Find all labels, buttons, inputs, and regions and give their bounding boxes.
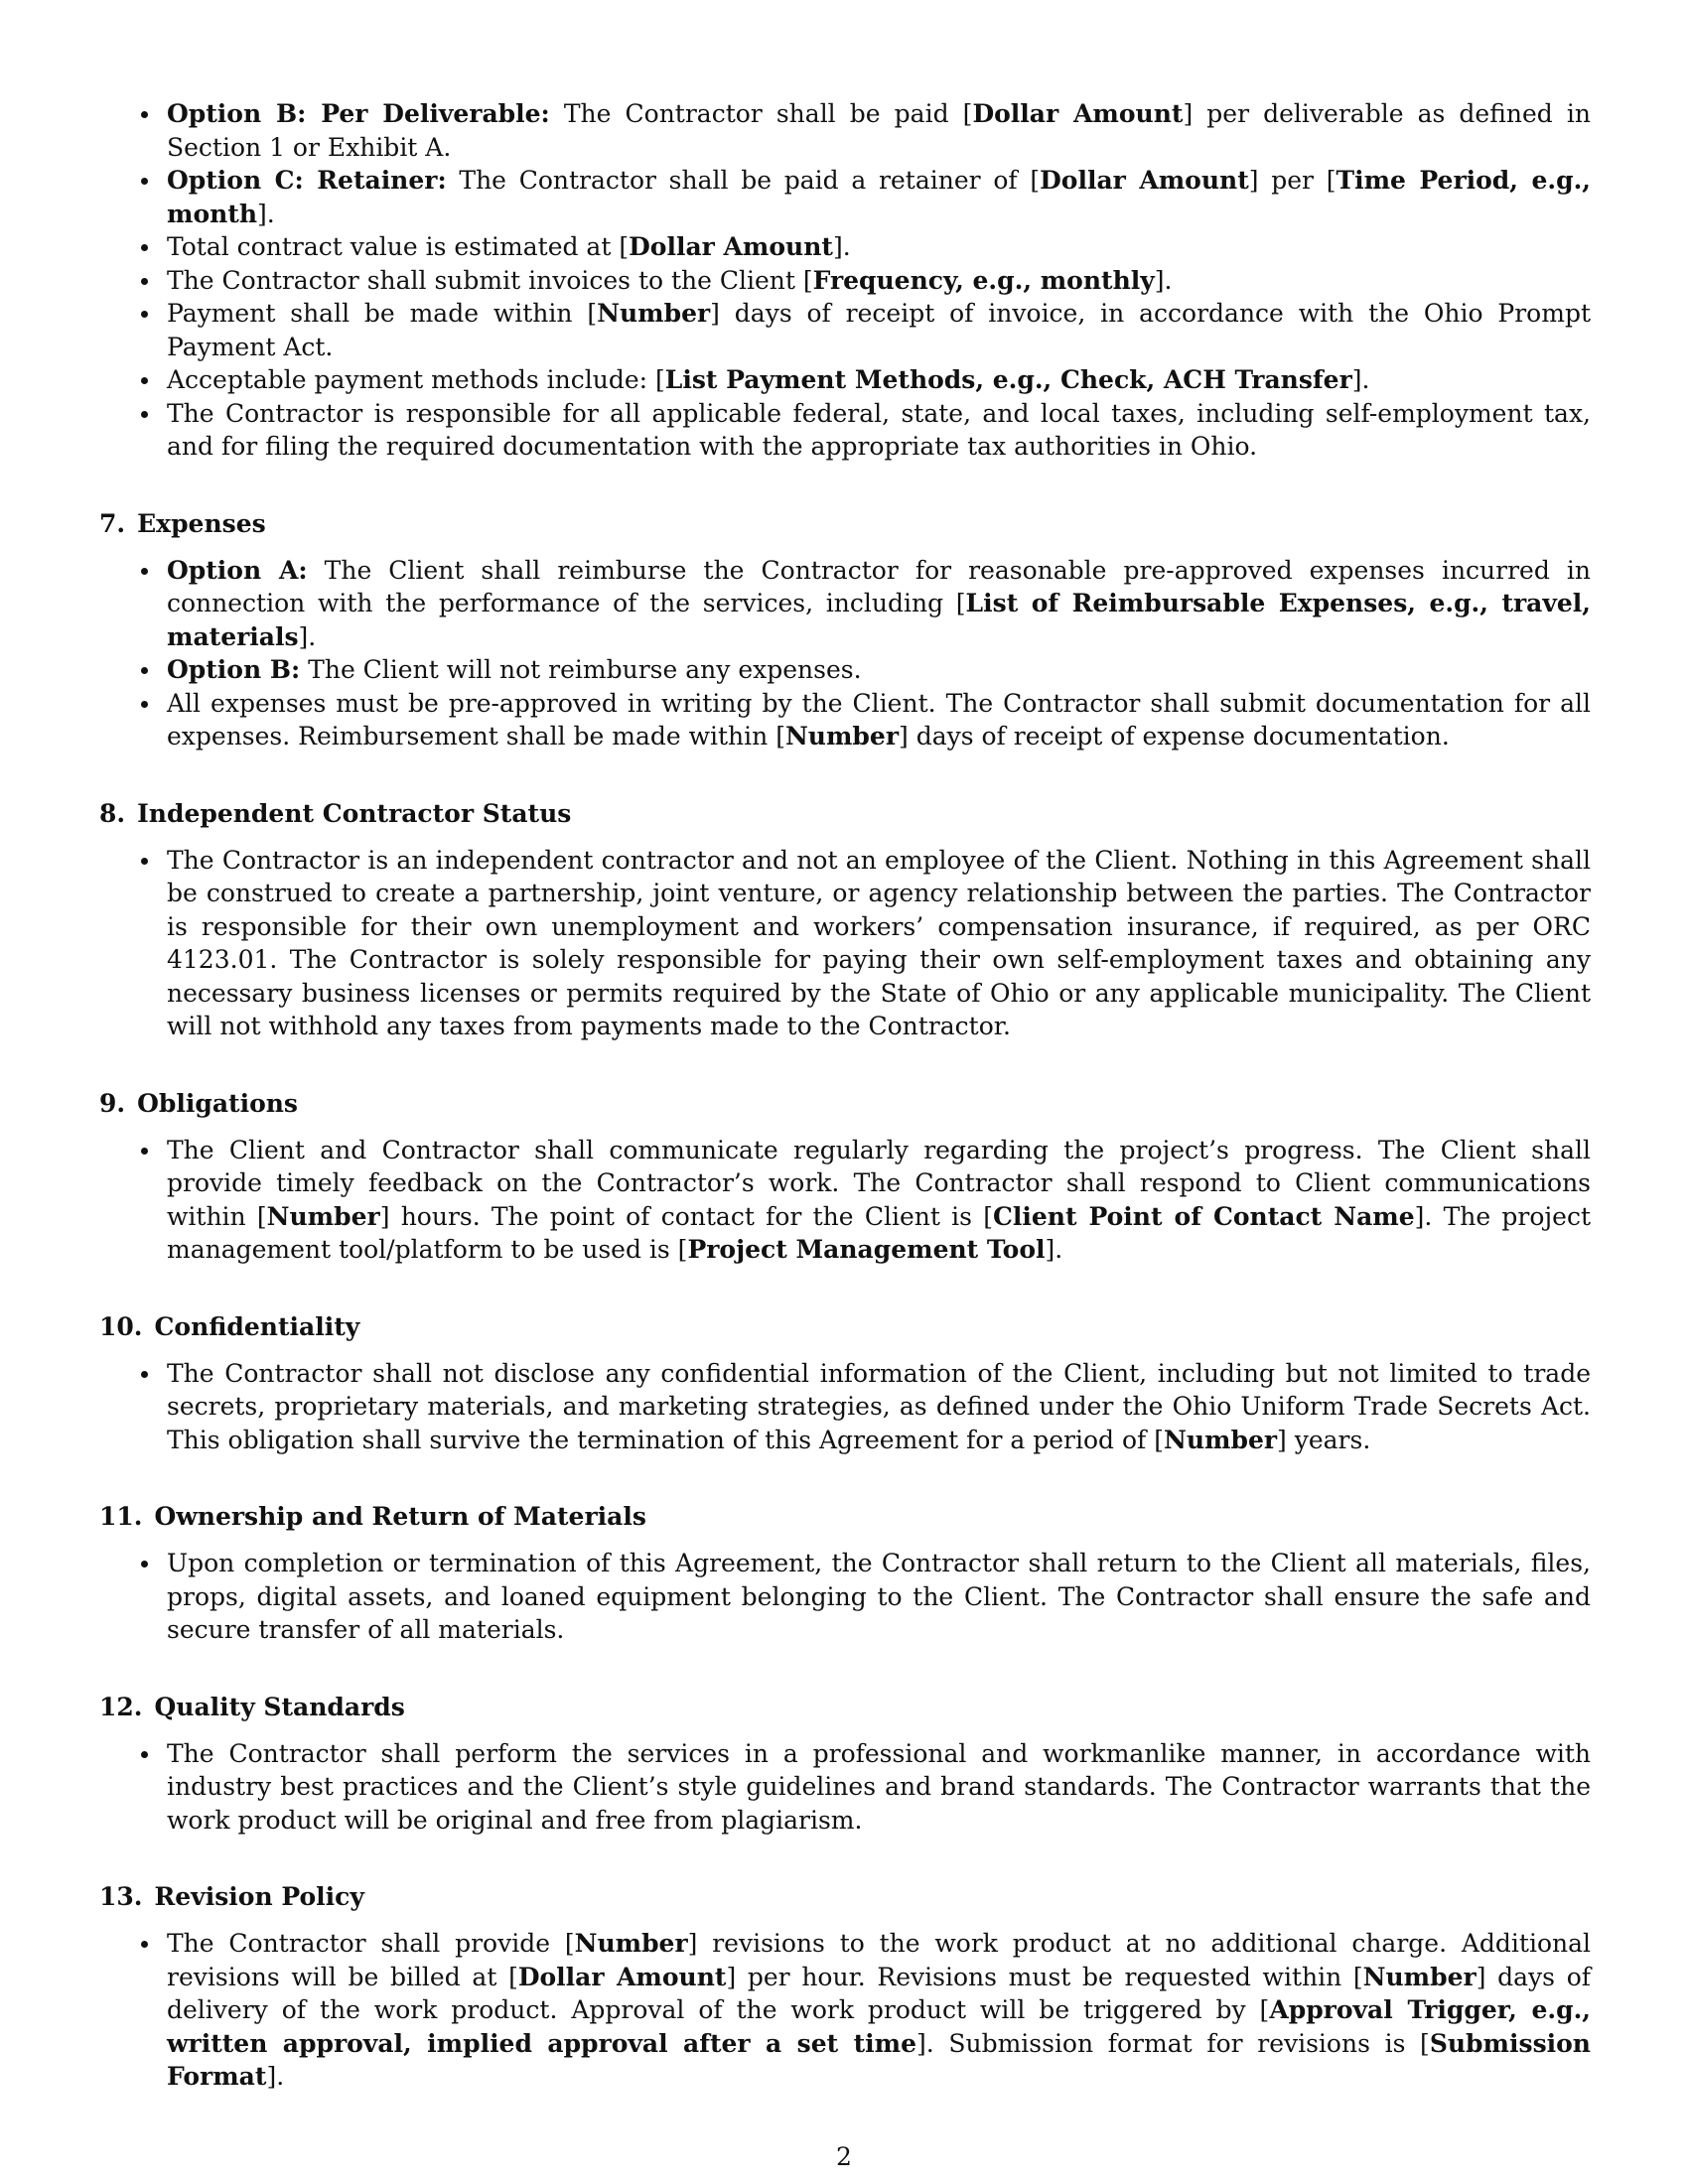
- text: The Contractor shall perform the services in a professional and workmanlike manner, in accordance with industry best practices and the Client’s style guidelines and brand standards. The Contractor warrants that the work product will be original and free from plagiarism.: [167, 1738, 1591, 1835]
- list-item: [99, 363, 1591, 397]
- text: The Contractor is an independent contractor and not an employee of the Client. Nothing in this Agreement shall be construed to create a partnership, joint venture, or agency relationship between the parties. The Contractor is responsible for their own unemployment and workers’ compensation insurance, if required, as per ORC 4123.01. The Contractor is solely responsible for paying their own self-employment taxes and obtaining any necessary business licenses or permits required by the State of Ohio or any applicable municipality. The Client will not withhold any taxes from payments made to the Contractor.: [167, 845, 1591, 1040]
- section-heading: [99, 1691, 1591, 1723]
- bold-text: Dollar Amount: [629, 232, 833, 261]
- bold-text: Number: [266, 1201, 380, 1231]
- section: [99, 1691, 1591, 1838]
- bold-text: Project Management Tool: [687, 1235, 1046, 1264]
- bold-text: Frequency, e.g., monthly: [812, 265, 1155, 295]
- list-item: [99, 97, 1591, 164]
- text: ].: [266, 2062, 285, 2091]
- section-number: 7.: [99, 508, 126, 538]
- section: [99, 1087, 1591, 1267]
- section-title: Expenses: [137, 508, 266, 538]
- text: ] hours. The point of contact for the Client is [: [379, 1201, 993, 1231]
- section-heading: [99, 1500, 1591, 1533]
- bold-text: Number: [1163, 1425, 1278, 1454]
- text: ] days of receipt of expense documentation.: [899, 722, 1450, 751]
- section-heading: [99, 1087, 1591, 1120]
- section-list: [99, 1547, 1591, 1647]
- bold-text: Time Period, e.g., month: [167, 166, 1591, 228]
- text: ]. Submission format for revisions is [: [915, 2028, 1430, 2058]
- section-title: Independent Contractor Status: [137, 798, 572, 828]
- list-item: [99, 687, 1591, 753]
- text: The Contractor is responsible for all applicable federal, state, and local taxes, including self-employment tax, and for filing the required documentation with the appropriate tax authorities in Ohio.: [167, 398, 1591, 461]
- bold-text: List Payment Methods, e.g., Check, ACH Transfer: [664, 365, 1352, 394]
- section-heading: [99, 1310, 1591, 1343]
- list-item: [99, 844, 1591, 1043]
- text: ] per hour. Revisions must be requested within [: [726, 1962, 1363, 1991]
- sections-container: [99, 507, 1591, 2094]
- text: The Contractor shall be paid a retainer of [: [446, 166, 1041, 195]
- section-title: Obligations: [137, 1088, 299, 1118]
- list-item: [99, 1547, 1591, 1647]
- text: ] per [: [1248, 166, 1336, 195]
- section-list: [99, 1737, 1591, 1838]
- bold-text: Number: [597, 299, 711, 328]
- text: ]. The project management tool/platform to be used is [: [167, 1201, 1592, 1264]
- section-list: [99, 554, 1591, 753]
- bold-text: Dollar Amount: [972, 99, 1184, 128]
- section-list: [99, 1927, 1591, 2094]
- bold-text: Approval Trigger, e.g., written approval, implied approval after a set time: [167, 1995, 1591, 2058]
- section-number: 12.: [99, 1692, 143, 1721]
- section: [99, 797, 1591, 1043]
- text: Payment shall be made within [: [167, 299, 598, 328]
- bold-text: Option B:: [167, 655, 301, 684]
- text: The Contractor shall provide [: [167, 1929, 575, 1958]
- section-title: Revision Policy: [154, 1882, 364, 1911]
- list-item: [99, 1357, 1591, 1457]
- list-item: [99, 653, 1591, 687]
- section-number: 9.: [99, 1088, 126, 1118]
- bold-text: Number: [1362, 1962, 1477, 1991]
- section: [99, 507, 1591, 753]
- list-item: [99, 1737, 1591, 1838]
- section-number: 13.: [99, 1882, 143, 1911]
- list-item: [99, 164, 1591, 230]
- section-list: [99, 844, 1591, 1043]
- text: The Contractor shall submit invoices to the Client [: [167, 265, 813, 295]
- text: Upon completion or termination of this Agreement, the Contractor shall return to the Client all materials, files, props, digital assets, and loaned equipment belonging to the Client. The Contractor shall ensure the safe and secure transfer of all materials.: [167, 1549, 1591, 1644]
- text: ].: [1351, 365, 1370, 394]
- section-list: [99, 1357, 1591, 1457]
- text: ].: [1154, 265, 1173, 295]
- text: ] days of receipt of invoice, in accordance with the Ohio Prompt Payment Act.: [167, 299, 1591, 361]
- list-item: [99, 230, 1591, 264]
- section: [99, 1310, 1591, 1457]
- bold-text: List of Reimbursable Expenses, e.g., travel, materials: [167, 589, 1591, 651]
- section: [99, 1880, 1591, 2094]
- text: Acceptable payment methods include: [: [167, 365, 665, 394]
- text: ].: [257, 199, 275, 228]
- text: ].: [832, 232, 851, 261]
- section-title: Ownership and Return of Materials: [154, 1502, 646, 1531]
- bold-text: Option B: Per Deliverable:: [167, 99, 550, 128]
- list-item: [99, 264, 1591, 298]
- text: Total contract value is estimated at [: [167, 232, 630, 261]
- list-item: [99, 297, 1591, 363]
- bold-text: Submission Format: [167, 2028, 1591, 2091]
- bold-text: Option A:: [167, 555, 308, 585]
- list-item: [99, 397, 1591, 464]
- text: ] days of delivery of the work product. Approval of the work product will be triggered by [: [167, 1962, 1591, 2024]
- bold-text: Client Point of Contact Name: [992, 1201, 1415, 1231]
- section-title: Quality Standards: [154, 1692, 405, 1721]
- text: The Client and Contractor shall communicate regularly regarding the project’s progress. The Client shall provide timely feedback on the Contractor’s work. The Contractor shall respond to Client communications within [: [167, 1135, 1591, 1231]
- section-number: 11.: [99, 1502, 143, 1531]
- section-heading: [99, 1880, 1591, 1913]
- text: ].: [298, 621, 317, 651]
- text: The Contractor shall be paid [: [549, 99, 973, 128]
- payment-list: [99, 97, 1591, 464]
- bold-text: Dollar Amount: [517, 1962, 727, 1991]
- bold-text: Number: [574, 1929, 688, 1958]
- text: All expenses must be pre-approved in writing by the Client. The Contractor shall submit documentation for all expenses. Reimbursement shall be made within [: [167, 688, 1591, 751]
- section-title: Confidentiality: [154, 1311, 360, 1341]
- page-number: 2: [836, 2142, 852, 2171]
- text: The Contractor shall not disclose any confidential information of the Client, including but not limited to trade secrets, proprietary materials, and marketing strategies, as defined under the Ohio Uniform Trade Secrets Act. This obligation shall survive the termination of this Agreement for a period of [: [167, 1358, 1591, 1454]
- text: ] per deliverable as defined in Section 1 or Exhibit A.: [167, 99, 1591, 162]
- text: ].: [1045, 1235, 1063, 1264]
- list-item: [99, 1927, 1591, 2094]
- text: ] revisions to the work product at no additional charge. Additional revisions will be billed at [: [167, 1929, 1591, 1991]
- bold-text: Option C: Retainer:: [167, 166, 447, 195]
- text: The Client shall reimburse the Contractor for reasonable pre-approved expenses incurred in connection with the performance of the services, including [: [167, 555, 1592, 617]
- section-list: [99, 1134, 1591, 1267]
- text: ] years.: [1277, 1425, 1371, 1454]
- section: [99, 1500, 1591, 1647]
- document-page: [99, 97, 1591, 2094]
- section-heading: [99, 507, 1591, 540]
- section-number: 8.: [99, 798, 126, 828]
- list-item: [99, 1134, 1591, 1267]
- list-item: [99, 554, 1591, 654]
- text: The Client will not reimburse any expenses.: [300, 655, 862, 684]
- bold-text: Number: [784, 722, 899, 751]
- section-number: 10.: [99, 1311, 143, 1341]
- bold-text: Dollar Amount: [1040, 166, 1249, 195]
- section-heading: [99, 797, 1591, 830]
